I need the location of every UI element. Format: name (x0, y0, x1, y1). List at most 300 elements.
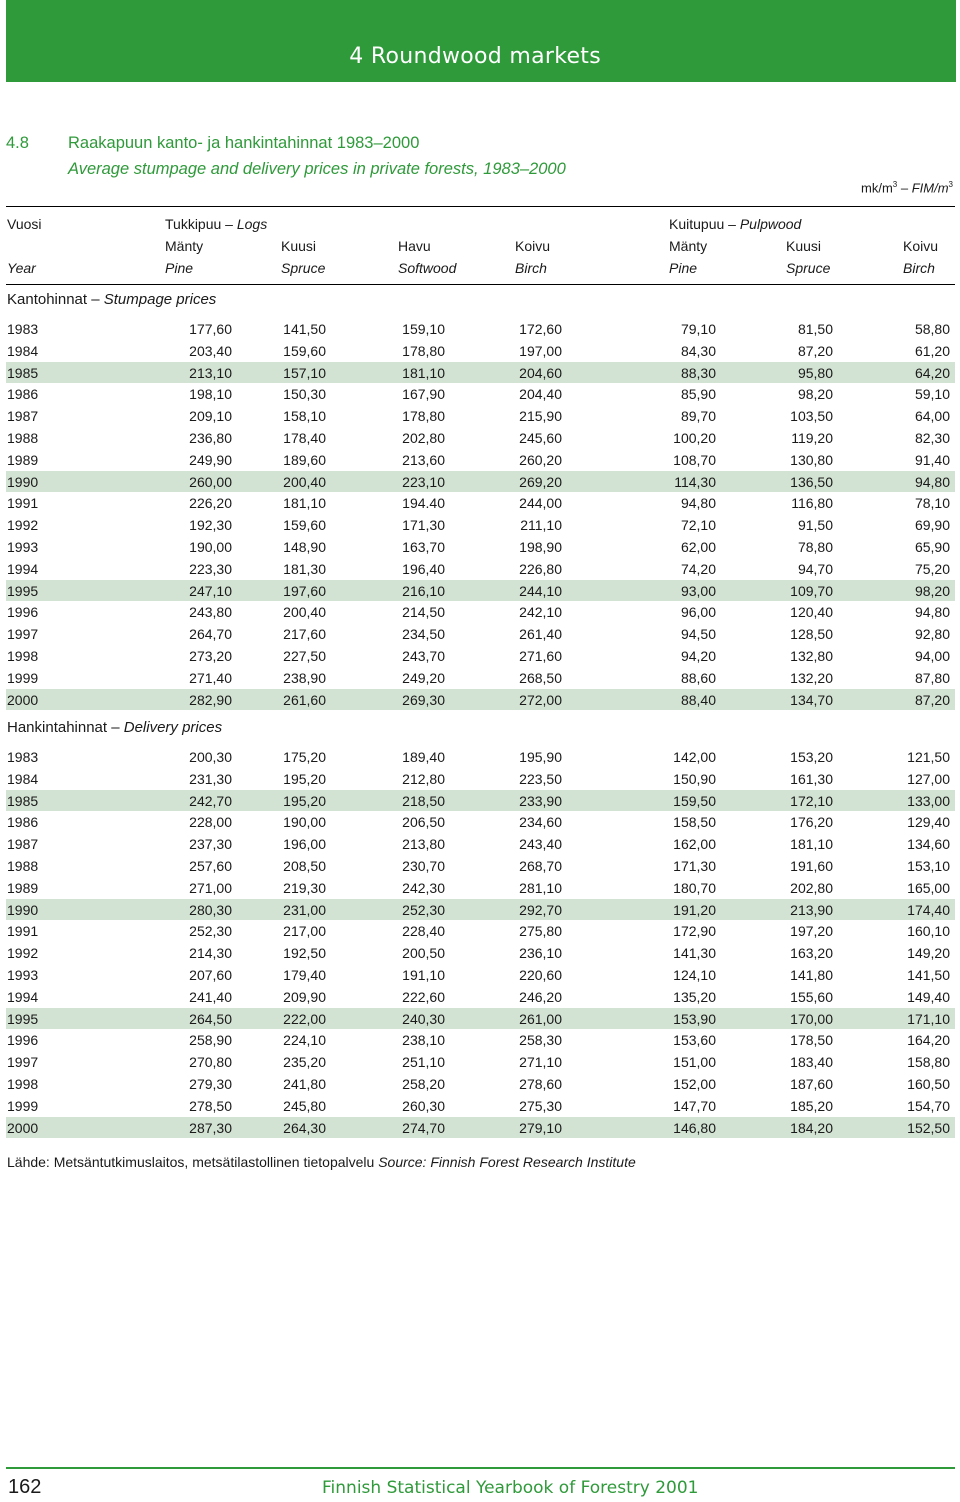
table-row (6, 1117, 955, 1138)
price-cell: 292,70 (519, 901, 562, 918)
price-cell: 172,60 (519, 321, 562, 337)
price-cell: 237,30 (189, 836, 232, 853)
price-cell: 214,50 (402, 604, 445, 621)
header-col-3-fi: Havu (398, 238, 431, 254)
price-cell: 251,10 (402, 1054, 445, 1071)
price-cell: 153,20 (790, 749, 833, 765)
price-cell: 208,50 (283, 858, 326, 874)
price-cell: 242,70 (189, 792, 232, 809)
price-cell: 88,30 (680, 364, 716, 381)
table-row (6, 340, 955, 361)
price-cell: 152,00 (673, 1076, 716, 1092)
year-cell: 1995 (7, 1010, 39, 1027)
price-cell: 95,80 (797, 364, 833, 381)
year-cell: 1991 (7, 495, 39, 512)
price-cell: 191,10 (402, 967, 445, 983)
price-cell: 178,80 (402, 342, 445, 359)
header-col-7-en: Birch (903, 260, 935, 276)
unit-label: $mk/m^3 - FIM/m^3$ (861, 180, 953, 196)
price-cell: 147,70 (673, 1097, 716, 1114)
price-cell: 197,00 (519, 342, 562, 359)
table-row (6, 899, 955, 920)
price-cell: 94,80 (680, 495, 716, 512)
year-cell: 1993 (7, 539, 39, 555)
price-cell: 274,70 (402, 1119, 445, 1136)
price-cell: 74,20 (680, 560, 716, 577)
price-cell: 92,80 (914, 626, 950, 643)
year-cell: 1988 (7, 430, 39, 446)
table-row (6, 790, 955, 811)
price-cell: 234,50 (402, 626, 445, 643)
price-cell: 196,40 (402, 560, 445, 577)
year-cell: 1997 (7, 626, 39, 643)
table-row (6, 1008, 955, 1029)
year-cell: 1999 (7, 1097, 39, 1114)
price-cell: 178,40 (283, 430, 326, 446)
price-cell: 159,60 (283, 517, 326, 534)
table-row (6, 645, 955, 666)
year-cell: 2000 (7, 1119, 39, 1136)
price-cell: 149,40 (907, 988, 950, 1005)
price-cell: 271,60 (519, 648, 562, 664)
header-year: Year (7, 260, 36, 276)
year-cell: 1989 (7, 879, 39, 896)
price-cell: 278,50 (189, 1097, 232, 1114)
price-cell: 189,60 (283, 451, 326, 468)
price-cell: 242,10 (519, 604, 562, 621)
price-cell: 94,00 (914, 648, 950, 664)
header-col-2-fi: Kuusi (281, 238, 317, 254)
price-cell: 100,20 (673, 430, 716, 446)
table-title (6, 134, 419, 153)
price-cell: 196,00 (283, 836, 326, 853)
price-cell: 279,30 (189, 1076, 232, 1092)
header-vuosi: Vuosi (7, 216, 42, 232)
price-cell: 264,30 (283, 1119, 326, 1136)
year-cell: 1986 (7, 814, 39, 831)
year-cell: 1983 (7, 749, 39, 765)
price-cell: 243,80 (189, 604, 232, 621)
price-cell: 98,20 (914, 582, 950, 599)
table-row (6, 1029, 955, 1050)
header-col-3-en: Softwood (398, 260, 457, 276)
price-cell: 226,20 (189, 495, 232, 512)
price-cell: 246,20 (519, 988, 562, 1005)
price-cell: 200,40 (283, 604, 326, 621)
price-cell: 261,40 (519, 626, 562, 643)
table-row (6, 471, 955, 492)
price-cell: 222,60 (402, 988, 445, 1005)
price-cell: 64,00 (914, 408, 950, 425)
price-cell: 230,70 (402, 858, 445, 874)
price-cell: 252,30 (402, 901, 445, 918)
price-cell: 231,00 (283, 901, 326, 918)
price-cell: 258,90 (189, 1032, 232, 1049)
price-cell: 151,00 (673, 1054, 716, 1071)
price-cell: 213,10 (189, 364, 232, 381)
price-cell: 195,20 (283, 770, 326, 787)
price-cell: 135,20 (673, 988, 716, 1005)
price-cell: 78,10 (914, 495, 950, 512)
price-cell: 215,90 (519, 408, 562, 425)
price-cell: 152,50 (907, 1119, 950, 1136)
year-cell: 1999 (7, 669, 39, 686)
year-cell: 1993 (7, 967, 39, 983)
section-label-delivery: Hankintahinnat – Delivery prices (7, 719, 223, 736)
price-cell: 81,50 (797, 321, 833, 337)
price-cell: 271,00 (189, 879, 232, 896)
price-cell: 211,10 (520, 517, 562, 534)
price-cell: 153,60 (673, 1032, 716, 1049)
price-cell: 132,20 (790, 669, 833, 686)
price-cell: 94,70 (797, 560, 833, 577)
price-cell: 181,30 (283, 560, 326, 577)
year-cell: 1985 (7, 792, 39, 809)
price-cell: 162,00 (673, 836, 716, 853)
price-cell: 103,50 (790, 408, 833, 425)
price-cell: 228,00 (189, 814, 232, 831)
header-col-7-fi: Koivu (903, 238, 939, 254)
price-cell: 58,80 (914, 321, 950, 337)
price-cell: 180,70 (673, 879, 716, 896)
price-cell: 279,10 (519, 1119, 562, 1136)
price-cell: 93,00 (680, 582, 716, 599)
year-cell: 1984 (7, 342, 39, 359)
price-cell: 241,40 (189, 988, 232, 1005)
price-cell: 235,20 (283, 1054, 326, 1071)
year-cell: 1990 (7, 901, 39, 918)
price-cell: 160,10 (907, 923, 950, 940)
price-cell: 261,00 (519, 1010, 562, 1027)
price-cell: 158,80 (907, 1054, 950, 1071)
price-cell: 87,20 (797, 342, 833, 359)
price-cell: 82,30 (914, 430, 950, 446)
price-cell: 184,20 (790, 1119, 833, 1136)
price-cell: 212,80 (402, 770, 445, 787)
header-col-4-fi: Koivu (515, 238, 551, 254)
price-cell: 161,30 (790, 770, 833, 787)
price-cell: 198,90 (519, 539, 562, 555)
price-cell: 69,90 (914, 517, 950, 534)
price-cell: 87,20 (914, 691, 950, 708)
price-cell: 258,20 (402, 1076, 445, 1092)
price-cell: 226,80 (519, 560, 562, 577)
table-number: 4.8 (6, 134, 29, 152)
price-cell: 94,50 (680, 626, 716, 643)
price-cell: 213,60 (402, 451, 445, 468)
price-cell: 245,60 (519, 430, 562, 446)
price-cell: 224,10 (283, 1032, 326, 1049)
price-cell: 94,80 (914, 473, 950, 490)
price-cell: 238,10 (402, 1032, 445, 1049)
price-cell: 88,40 (680, 691, 716, 708)
price-cell: 158,10 (283, 408, 326, 425)
table-row (6, 1095, 955, 1116)
price-cell: 170,00 (790, 1010, 833, 1027)
price-cell: 219,30 (283, 879, 326, 896)
table-row (6, 449, 955, 470)
price-cell: 134,60 (907, 836, 950, 853)
price-cell: 163,20 (790, 945, 833, 962)
price-cell: 178,80 (402, 408, 445, 425)
price-cell: 141,30 (673, 945, 716, 962)
price-cell: 78,80 (797, 539, 833, 555)
price-cell: 174,40 (907, 901, 950, 918)
price-cell: 164,20 (907, 1032, 950, 1049)
price-cell: 183,40 (790, 1054, 833, 1071)
price-cell: 185,20 (790, 1097, 833, 1114)
table-row (6, 768, 955, 789)
price-cell: 281,10 (519, 879, 562, 896)
page-number: 162 (8, 1476, 42, 1498)
price-cell: 153,90 (673, 1010, 716, 1027)
price-cell: 148,90 (283, 539, 326, 555)
price-cell: 192,50 (283, 945, 326, 962)
table-title-fi: Raakapuun kanto- ja hankintahinnat 1983–2000 (68, 134, 420, 152)
price-cell: 75,20 (914, 560, 950, 577)
price-cell: 197,20 (790, 923, 833, 940)
price-cell: 109,70 (790, 582, 833, 599)
table-row (6, 623, 955, 644)
price-cell: 175,20 (283, 749, 326, 765)
price-cell: 181,10 (790, 836, 833, 853)
price-cell: 269,30 (402, 691, 445, 708)
chapter-banner (6, 0, 956, 82)
table-row (6, 383, 955, 404)
year-cell: 1984 (7, 770, 39, 787)
table-row (6, 746, 955, 767)
price-cell: 142,00 (673, 749, 716, 765)
price-cell: 91,40 (914, 451, 950, 468)
price-cell: 89,70 (680, 408, 716, 425)
price-cell: 223,50 (519, 770, 562, 787)
price-cell: 264,70 (189, 626, 232, 643)
year-cell: 1987 (7, 836, 39, 853)
year-cell: 1988 (7, 858, 39, 874)
price-cell: 134,70 (790, 691, 833, 708)
price-cell: 165,00 (907, 879, 950, 896)
price-cell: 243,40 (519, 836, 562, 853)
price-cell: 61,20 (914, 342, 950, 359)
price-cell: 158,50 (673, 814, 716, 831)
price-cell: 257,60 (189, 858, 232, 874)
price-cell: 260,00 (189, 473, 232, 490)
table-row (6, 427, 955, 448)
price-cell: 213,90 (790, 901, 833, 918)
section-label-stumpage: Kantohinnat – Stumpage prices (7, 291, 217, 308)
price-cell: 220,60 (519, 967, 562, 983)
year-cell: 1995 (7, 582, 39, 599)
price-cell: 129,40 (907, 814, 950, 831)
price-cell: 223,30 (189, 560, 232, 577)
price-cell: 217,00 (283, 923, 326, 940)
year-cell: 1994 (7, 988, 39, 1005)
year-cell: 1996 (7, 1032, 39, 1049)
price-cell: 268,50 (519, 669, 562, 686)
header-col-1-fi: Mänty (165, 238, 204, 254)
header-col-6-fi: Kuusi (786, 238, 822, 254)
price-cell: 124,10 (673, 967, 716, 983)
table-row (6, 580, 955, 601)
table-subtitle: Average stumpage and delivery prices in private forests, 1983–2000 (68, 160, 566, 178)
price-cell: 194.40 (402, 495, 445, 512)
price-cell: 236,10 (519, 945, 562, 962)
price-cell: 244,00 (519, 495, 562, 512)
price-cell: 204,60 (519, 364, 562, 381)
price-cell: 247,10 (189, 582, 232, 599)
price-cell: 119,20 (791, 430, 833, 446)
price-cell: 252,30 (189, 923, 232, 940)
price-cell: 287,30 (189, 1119, 232, 1136)
price-cell: 195,90 (519, 749, 562, 765)
price-cell: 207,60 (189, 967, 232, 983)
table-row (6, 811, 955, 832)
price-cell: 120,40 (790, 604, 833, 621)
price-cell: 200,50 (402, 945, 445, 962)
table-row (6, 514, 955, 535)
price-cell: 202,80 (402, 430, 445, 446)
price-cell: 150,90 (673, 770, 716, 787)
price-cell: 150,30 (283, 386, 326, 403)
price-cell: 98,20 (797, 386, 833, 403)
price-cell: 159,10 (402, 321, 445, 337)
table-row (6, 1051, 955, 1072)
price-cell: 133,00 (907, 792, 950, 809)
price-cell: 222,00 (283, 1010, 326, 1027)
price-cell: 275,80 (519, 923, 562, 940)
price-cell: 241,80 (283, 1076, 326, 1092)
price-cell: 202,80 (790, 879, 833, 896)
price-cell: 159,60 (283, 342, 326, 359)
header-col-4-en: Birch (515, 260, 547, 276)
year-cell: 1998 (7, 648, 39, 664)
table-row (6, 920, 955, 941)
price-cell: 136,50 (790, 473, 833, 490)
price-cell: 258,30 (519, 1032, 562, 1049)
price-cell: 65,90 (914, 539, 950, 555)
price-cell: 178,50 (790, 1032, 833, 1049)
price-cell: 155,60 (790, 988, 833, 1005)
price-cell: 171,30 (402, 517, 445, 534)
year-cell: 1986 (7, 386, 39, 403)
price-cell: 206,50 (402, 814, 445, 831)
price-cell: 114,30 (674, 473, 716, 490)
price-cell: 244,10 (519, 582, 562, 599)
price-cell: 149,20 (907, 945, 950, 962)
header-rule-top (6, 206, 955, 207)
table-row (6, 362, 955, 383)
table-row (6, 877, 955, 898)
price-cell: 108,70 (673, 451, 716, 468)
header-pulpwood: Kuitupuu – Pulpwood (669, 216, 802, 232)
year-cell: 1994 (7, 560, 39, 577)
price-cell: 91,50 (797, 517, 833, 534)
price-cell: 159,50 (673, 792, 716, 809)
price-cell: 191,60 (790, 858, 833, 874)
price-cell: 96,00 (680, 604, 716, 621)
price-cell: 132,80 (790, 648, 833, 664)
price-cell: 278,60 (519, 1076, 562, 1092)
price-cell: 146,80 (673, 1119, 716, 1136)
price-cell: 261,60 (283, 691, 326, 708)
chapter-title: 4 Roundwood markets (349, 44, 601, 69)
price-cell: 192,30 (189, 517, 232, 534)
price-cell: 271,10 (519, 1054, 562, 1071)
price-cell: 240,30 (402, 1010, 445, 1027)
year-cell: 1987 (7, 408, 39, 425)
footer-title: Finnish Statistical Yearbook of Forestry 2001 (322, 1478, 699, 1498)
price-cell: 217,60 (283, 626, 326, 643)
price-cell: 181,10 (402, 364, 445, 381)
price-cell: 218,50 (402, 792, 445, 809)
price-cell: 271,40 (189, 669, 232, 686)
header-col-2-en: Spruce (281, 260, 326, 276)
price-cell: 171,30 (673, 858, 716, 874)
price-cell: 249,90 (189, 451, 232, 468)
price-cell: 190,00 (283, 814, 326, 831)
table-row (6, 558, 955, 579)
source-note: Lähde: Metsäntutkimuslaitos, metsätilastollinen tietopalvelu Source: Finnish Forest Research Institute (7, 1154, 636, 1170)
price-cell: 116,80 (791, 495, 833, 512)
price-cell: 243,70 (402, 648, 445, 664)
price-cell: 59,10 (914, 386, 950, 403)
table-row (6, 833, 955, 854)
price-cell: 269,20 (519, 473, 562, 490)
price-cell: 128,50 (790, 626, 833, 643)
price-cell: 264,50 (189, 1010, 232, 1027)
price-cell: 141,50 (283, 321, 326, 337)
price-cell: 273,20 (189, 648, 232, 664)
price-cell: 280,30 (189, 901, 232, 918)
price-cell: 209,90 (283, 988, 326, 1005)
price-cell: 154,70 (907, 1097, 950, 1114)
price-cell: 127,00 (907, 770, 950, 787)
price-cell: 214,30 (189, 945, 232, 962)
table-row (6, 601, 955, 622)
header-col-6-en: Spruce (786, 260, 831, 276)
price-cell: 282,90 (189, 691, 232, 708)
price-cell: 236,80 (189, 430, 232, 446)
price-cell: 94,80 (914, 604, 950, 621)
year-cell: 1983 (7, 321, 39, 337)
price-cell: 189,40 (402, 749, 445, 765)
price-cell: 62,00 (680, 539, 716, 555)
price-cell: 275,30 (519, 1097, 562, 1114)
price-cell: 231,30 (189, 770, 232, 787)
header-logs: Tukkipuu – Logs (165, 216, 268, 232)
price-cell: 157,10 (283, 364, 326, 381)
price-cell: 203,40 (189, 342, 232, 359)
price-cell: 141,50 (907, 967, 950, 983)
price-cell: 176,20 (790, 814, 833, 831)
price-cell: 249,20 (402, 669, 445, 686)
price-cell: 191,20 (673, 901, 716, 918)
table-row (6, 536, 955, 557)
table-row (6, 667, 955, 688)
table-row (6, 855, 955, 876)
price-cell: 213,80 (402, 836, 445, 853)
table-row (6, 318, 955, 339)
price-cell: 85,90 (680, 386, 716, 403)
price-cell: 260,20 (519, 451, 562, 468)
price-cell: 130,80 (790, 451, 833, 468)
table-row (6, 1073, 955, 1094)
price-cell: 163,70 (402, 539, 445, 555)
table-row (6, 942, 955, 963)
price-cell: 72,10 (680, 517, 716, 534)
price-cell: 270,80 (189, 1054, 232, 1071)
price-cell: 209,10 (189, 408, 232, 425)
